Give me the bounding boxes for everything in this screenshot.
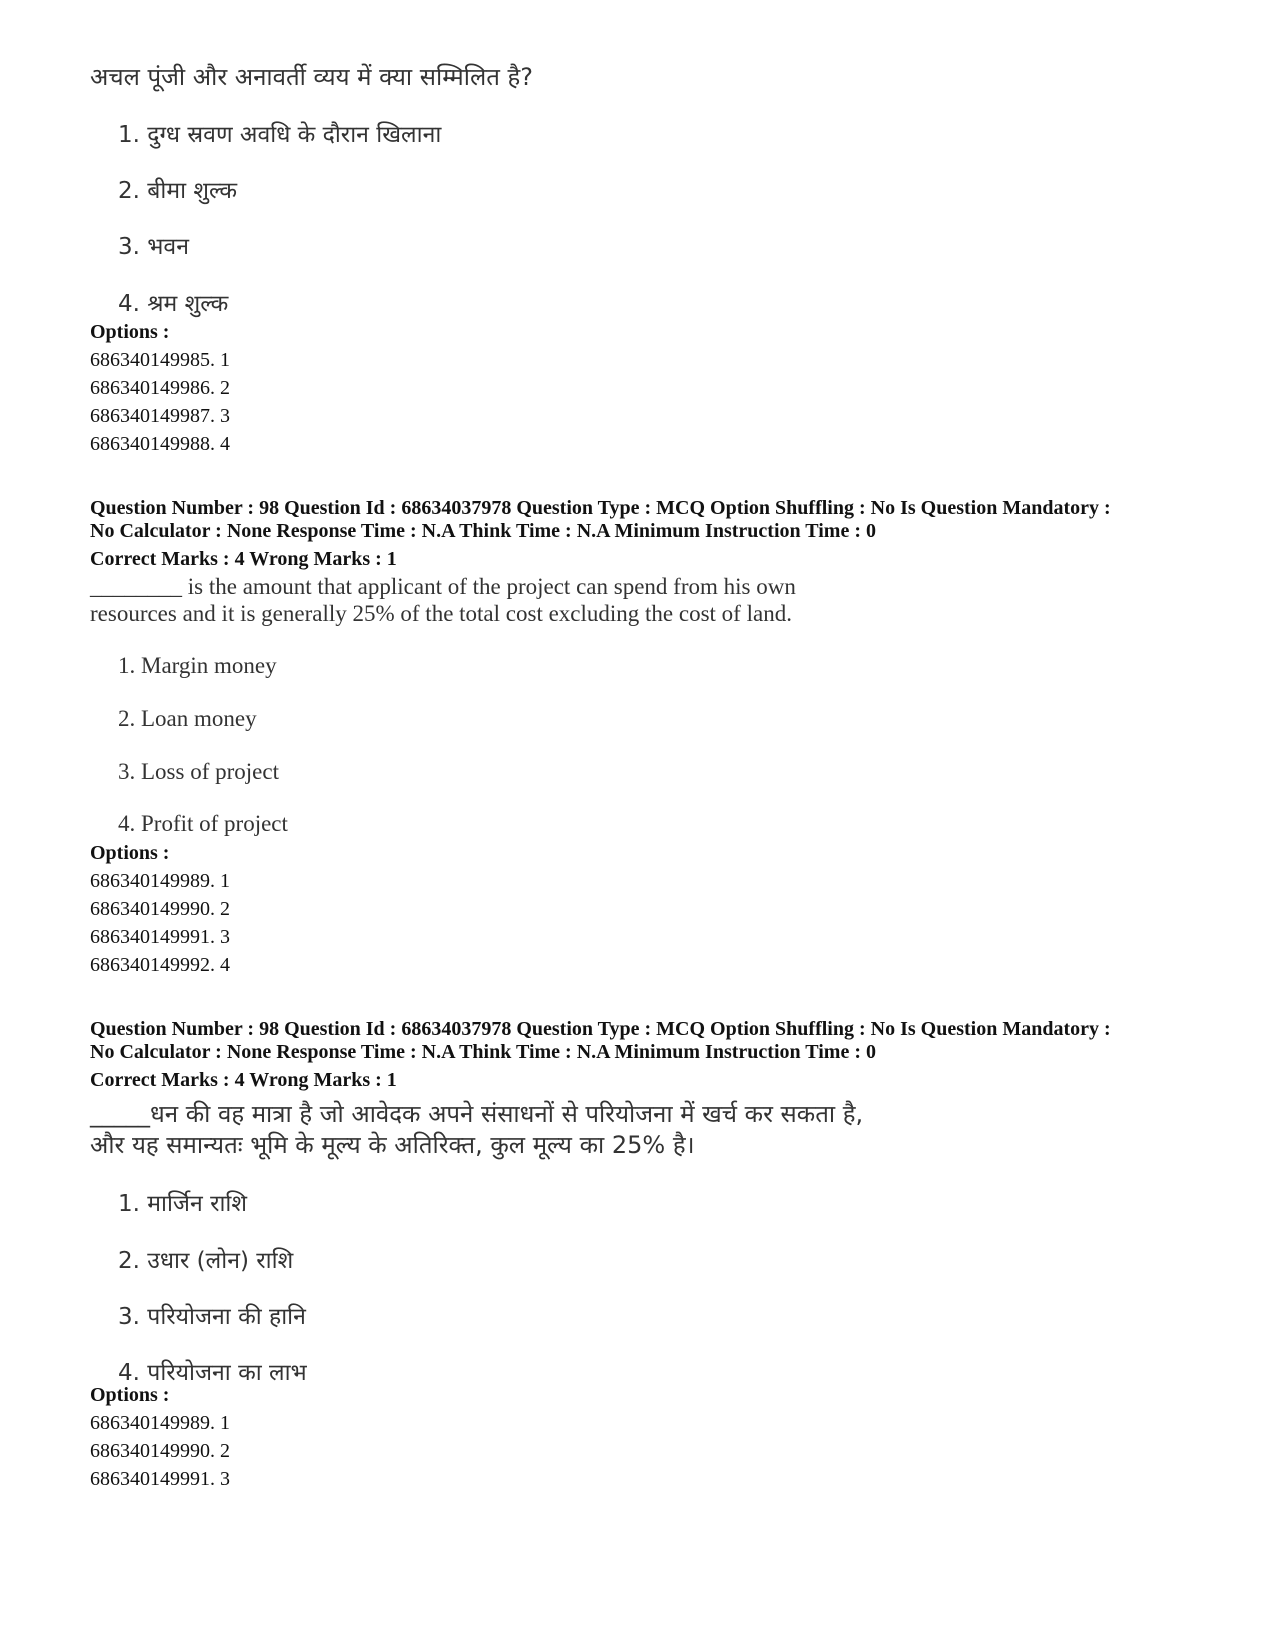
choice-2: 2. Loan money xyxy=(118,706,257,731)
question-meta-line-1: Question Number : 98 Question Id : 68634037978 Question Type : MCQ Option Shuffling : No Is Question Mandatory : xyxy=(90,1018,1111,1040)
option-id-2: 686340149990. 2 xyxy=(90,898,230,920)
option-id-1: 686340149989. 1 xyxy=(90,1412,230,1434)
choice-3: 3. भवन xyxy=(118,234,189,260)
question-text-line-2: resources and it is generally 25% of the total cost excluding the cost of land. xyxy=(90,601,792,626)
options-label: Options : xyxy=(90,321,170,343)
option-id-2: 686340149986. 2 xyxy=(90,377,230,399)
option-id-1: 686340149985. 1 xyxy=(90,349,230,371)
question-text-line-2: और यह समान्यतः भूमि के मूल्य के अतिरिक्त, कुल मूल्य का 25% है। xyxy=(90,1131,695,1159)
question-text-line-1: _____धन की वह मात्रा है जो आवेदक अपने संसाधनों से परियोजना में खर्च कर सकता है, xyxy=(90,1100,864,1128)
question-text-line-1: ________ is the amount that applicant of the project can spend from his own xyxy=(90,574,796,599)
choice-4: 4. श्रम शुल्क xyxy=(118,291,229,317)
choice-1: 1. मार्जिन राशि xyxy=(118,1191,248,1217)
choice-4: 4. Profit of project xyxy=(118,811,288,836)
choice-1: 1. Margin money xyxy=(118,653,277,678)
choice-1: 1. दुग्ध स्रवण अवधि के दौरान खिलाना xyxy=(118,122,442,148)
option-id-3: 686340149991. 3 xyxy=(90,926,230,948)
option-id-3: 686340149987. 3 xyxy=(90,405,230,427)
option-id-1: 686340149989. 1 xyxy=(90,870,230,892)
question-meta-line-1: Question Number : 98 Question Id : 68634037978 Question Type : MCQ Option Shuffling : No Is Question Mandatory : xyxy=(90,497,1111,519)
option-id-2: 686340149990. 2 xyxy=(90,1440,230,1462)
choice-3: 3. परियोजना की हानि xyxy=(118,1304,306,1330)
option-id-3: 686340149991. 3 xyxy=(90,1468,230,1490)
marks-line: Correct Marks : 4 Wrong Marks : 1 xyxy=(90,548,397,570)
options-label: Options : xyxy=(90,1384,170,1406)
option-id-4: 686340149988. 4 xyxy=(90,433,230,455)
marks-line: Correct Marks : 4 Wrong Marks : 1 xyxy=(90,1069,397,1091)
question-meta-line-2: No Calculator : None Response Time : N.A Think Time : N.A Minimum Instruction Time : 0 xyxy=(90,1041,876,1063)
question-meta-line-2: No Calculator : None Response Time : N.A Think Time : N.A Minimum Instruction Time : 0 xyxy=(90,520,876,542)
choice-3: 3. Loss of project xyxy=(118,759,279,784)
choice-4: 4. परियोजना का लाभ xyxy=(118,1360,307,1386)
question-text: अचल पूंजी और अनावर्ती व्यय में क्या सम्मिलित है? xyxy=(90,63,534,91)
options-label: Options : xyxy=(90,842,170,864)
option-id-4: 686340149992. 4 xyxy=(90,954,230,976)
choice-2: 2. बीमा शुल्क xyxy=(118,178,238,204)
choice-2: 2. उधार (लोन) राशि xyxy=(118,1248,294,1274)
